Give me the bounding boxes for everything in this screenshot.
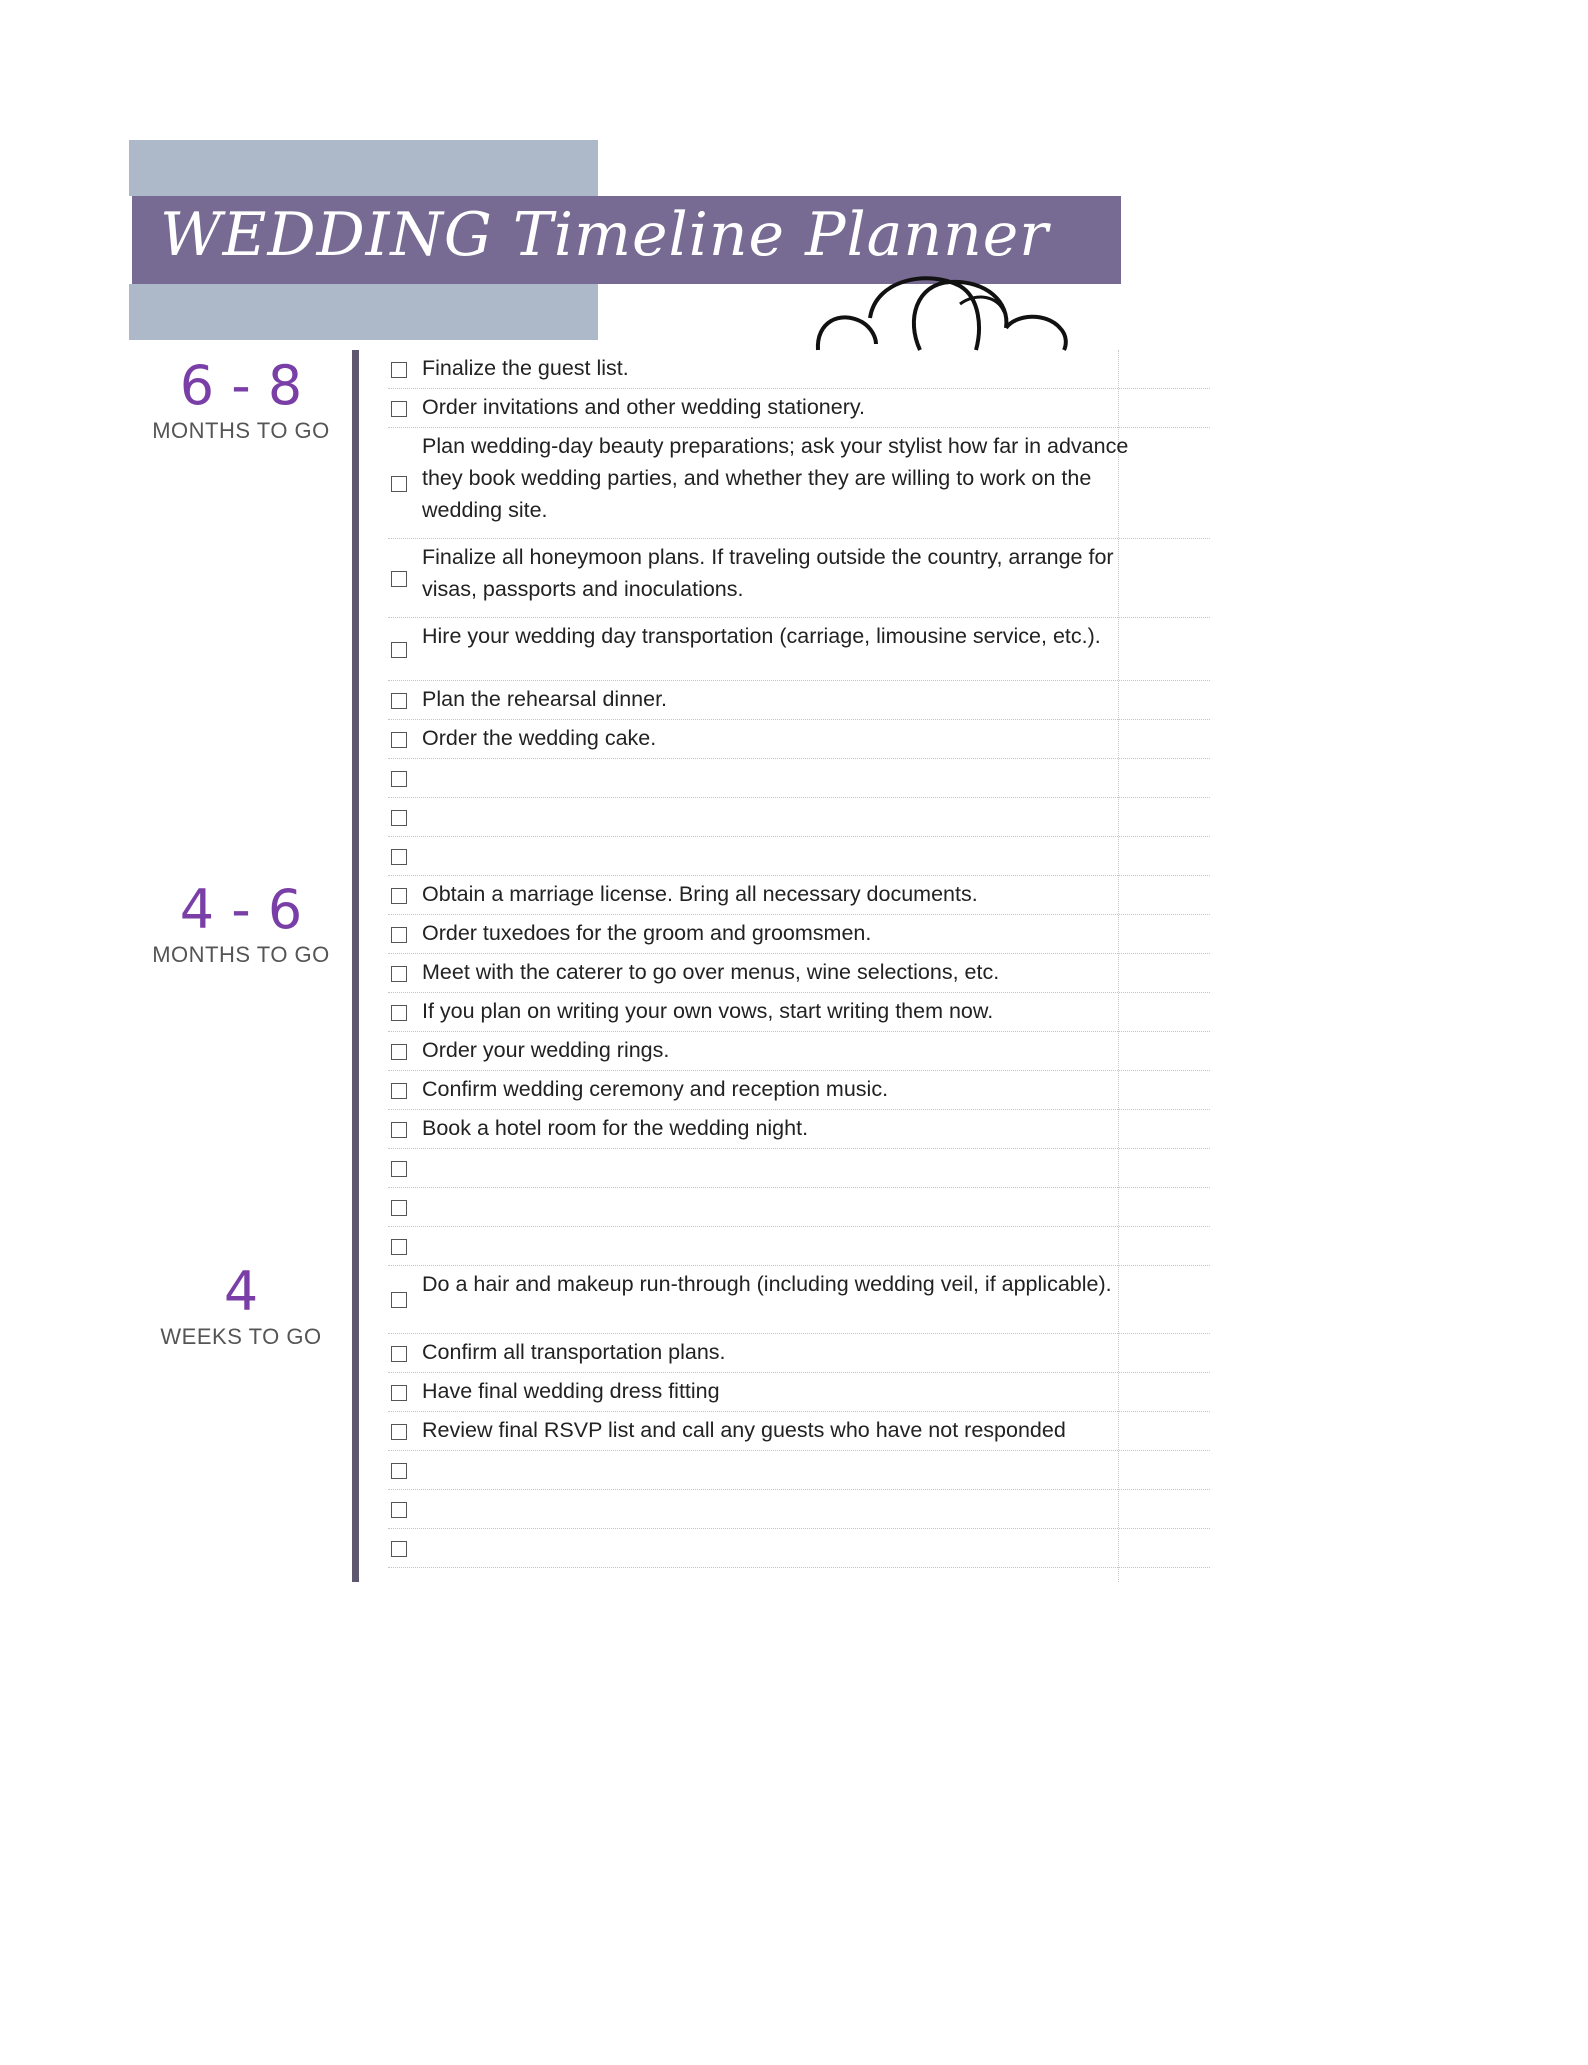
task-text: Confirm wedding ceremony and reception music.	[422, 1077, 889, 1101]
task-checkbox[interactable]	[391, 1083, 407, 1099]
task-checkbox[interactable]	[391, 1161, 407, 1177]
task-checkbox[interactable]	[391, 888, 407, 904]
task-row	[388, 993, 1210, 1032]
task-text: Obtain a marriage license. Bring all necessary documents.	[422, 882, 978, 906]
task-checkbox[interactable]	[391, 1502, 407, 1518]
task-checkbox[interactable]	[391, 1385, 407, 1401]
task-text: Do a hair and makeup run-through (including wedding veil, if applicable).	[422, 1272, 1112, 1296]
task-text: Order tuxedoes for the groom and groomsmen.	[422, 921, 872, 945]
task-checkbox[interactable]	[391, 1346, 407, 1362]
task-checkbox[interactable]	[391, 810, 407, 826]
task-checkbox[interactable]	[391, 1239, 407, 1255]
rings-flourish-icon	[810, 272, 1074, 352]
task-checkbox[interactable]	[391, 927, 407, 943]
task-checkbox[interactable]	[391, 476, 407, 492]
task-row	[388, 389, 1210, 428]
task-text: Order your wedding rings.	[422, 1038, 670, 1062]
header-band-bottom	[129, 284, 598, 340]
task-row	[388, 1451, 1210, 1490]
task-row	[388, 876, 1210, 915]
task-text: Hire your wedding day transportation (carriage, limousine service, etc.).	[422, 624, 1101, 648]
task-text: Meet with the caterer to go over menus, wine selections, etc.	[422, 960, 1000, 984]
task-row	[388, 618, 1210, 681]
task-row	[388, 1110, 1210, 1149]
section-4-6-months	[141, 880, 341, 968]
task-checkbox[interactable]	[391, 1292, 407, 1308]
task-row	[388, 1149, 1210, 1188]
task-text: Plan the rehearsal dinner.	[422, 687, 668, 711]
task-checkbox[interactable]	[391, 771, 407, 787]
task-row	[388, 759, 1210, 798]
task-row	[388, 915, 1210, 954]
task-checkbox[interactable]	[391, 966, 407, 982]
task-checkbox[interactable]	[391, 571, 407, 587]
task-text: Have final wedding dress fitting	[422, 1379, 720, 1403]
task-checkbox[interactable]	[391, 1044, 407, 1060]
task-row	[388, 1412, 1210, 1451]
task-row	[388, 720, 1210, 759]
task-row	[388, 428, 1210, 539]
task-row	[388, 837, 1210, 876]
task-row	[388, 798, 1210, 837]
section-number: 6 - 8	[179, 354, 303, 417]
section-number: 4 - 6	[179, 878, 303, 941]
task-row	[388, 1188, 1210, 1227]
section-unit: MONTHS TO GO	[152, 942, 330, 967]
header-band-top	[129, 140, 598, 196]
task-row	[388, 681, 1210, 720]
task-row	[388, 1071, 1210, 1110]
section-unit: MONTHS TO GO	[152, 418, 330, 443]
section-4-weeks	[141, 1262, 341, 1350]
section-6-8-months	[141, 356, 341, 444]
task-checkbox[interactable]	[391, 1005, 407, 1021]
task-checkbox[interactable]	[391, 1424, 407, 1440]
task-text: Confirm all transportation plans.	[422, 1340, 726, 1364]
task-checkbox[interactable]	[391, 732, 407, 748]
task-row	[388, 539, 1210, 618]
task-row	[388, 1334, 1210, 1373]
task-text: If you plan on writing your own vows, start writing them now.	[422, 999, 994, 1023]
task-checkbox[interactable]	[391, 1541, 407, 1557]
task-checkbox[interactable]	[391, 1463, 407, 1479]
task-text: Order the wedding cake.	[422, 726, 657, 750]
task-text: Order invitations and other wedding stationery.	[422, 395, 865, 419]
timeline-vertical-line	[352, 350, 359, 1582]
task-checkbox[interactable]	[391, 849, 407, 865]
task-text: Book a hotel room for the wedding night.	[422, 1116, 809, 1140]
section-unit: WEEKS TO GO	[160, 1324, 322, 1349]
page-title: WEDDING Timeline Planner	[160, 200, 1049, 270]
task-row	[388, 1227, 1210, 1266]
task-text: Finalize the guest list.	[422, 356, 629, 380]
task-row	[388, 350, 1210, 389]
task-checkbox[interactable]	[391, 362, 407, 378]
task-checkbox[interactable]	[391, 693, 407, 709]
title-bar	[132, 196, 1121, 284]
task-row	[388, 1529, 1210, 1568]
task-checkbox[interactable]	[391, 1122, 407, 1138]
task-checkbox[interactable]	[391, 642, 407, 658]
task-text: Plan wedding-day beauty preparations; ask your stylist how far in advance they book wedding parties, and whether they are willing to work on the wedding site.	[422, 434, 1129, 522]
task-row	[388, 1490, 1210, 1529]
task-text: Finalize all honeymoon plans. If traveling outside the country, arrange for visas, passports and inoculations.	[422, 545, 1114, 601]
task-row	[388, 1266, 1210, 1334]
task-row	[388, 954, 1210, 993]
task-checkbox[interactable]	[391, 1200, 407, 1216]
section-number: 4	[223, 1260, 259, 1323]
task-row	[388, 1032, 1210, 1071]
task-text: Review final RSVP list and call any guests who have not responded	[422, 1418, 1066, 1442]
task-row	[388, 1373, 1210, 1412]
task-checkbox[interactable]	[391, 401, 407, 417]
